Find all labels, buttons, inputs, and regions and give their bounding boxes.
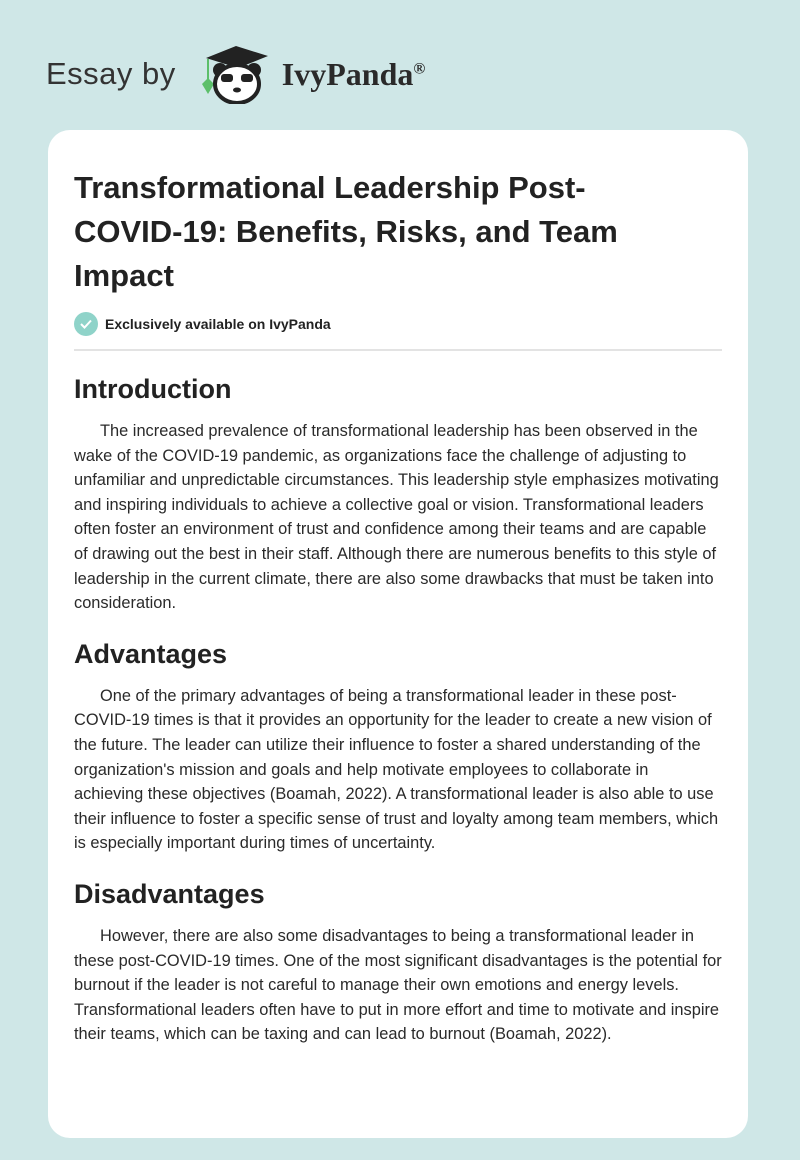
divider <box>74 349 722 351</box>
section-heading: Disadvantages <box>74 878 265 909</box>
essay-card <box>48 130 748 1138</box>
section-advantages <box>74 634 722 856</box>
section-introduction <box>74 369 722 616</box>
essay-by-label: Essay by <box>46 56 176 91</box>
check-icon <box>74 312 98 336</box>
essay-title: Transformational Leadership Post-COVID-19: Benefits, Risks, and Team Impact <box>74 170 618 293</box>
panda-logo-icon <box>194 44 274 104</box>
section-heading: Introduction <box>74 374 232 404</box>
brand-name: IvyPanda® <box>281 55 426 92</box>
section-paragraph: However, there are also some disadvantages to being a transformational leader in these post-COVID-19 times. One of the most significant disadvantages is the potential for burnout if the leader is not careful to manage their own emotions and energy levels. Transformational leaders often have to put in more effort and time to motivate and inspire their teams, which can be taxing and can lead to burnout (Boamah, 2022). <box>74 926 722 1044</box>
exclusive-label: Exclusively available on IvyPanda <box>105 316 331 332</box>
section-paragraph: One of the primary advantages of being a transformational leader in these post-COVID-19 times is that it provides an opportunity for the leader to create a new vision of the future. The leader can utilize their influence to foster a shared understanding of the organization's mission and goals and help motivate employees to collaborate in achieving these objectives (Boamah, 2022). A transformational leader is also able to use their influence to foster a specific sense of trust and loyalty among team members, which is especially important during times of uncertainty. <box>74 686 719 853</box>
section-paragraph: The increased prevalence of transformational leadership has been observed in the wake of the COVID-19 pandemic, as organizations face the challenge of adjusting to unfamiliar and unpredictable circumstances. This leadership style emphasizes motivating and inspiring individuals to achieve a collective goal or vision. Transformational leaders often foster an environment of trust and confidence among their teams and are capable of drawing out the best in their staff. Although there are numerous benefits to this style of leadership in the current climate, there are also some drawbacks that must be taken into consideration. <box>74 422 719 613</box>
section-heading: Advantages <box>74 638 228 669</box>
exclusive-badge <box>74 312 722 336</box>
section-disadvantages <box>74 874 722 1047</box>
brand-header <box>46 44 425 104</box>
